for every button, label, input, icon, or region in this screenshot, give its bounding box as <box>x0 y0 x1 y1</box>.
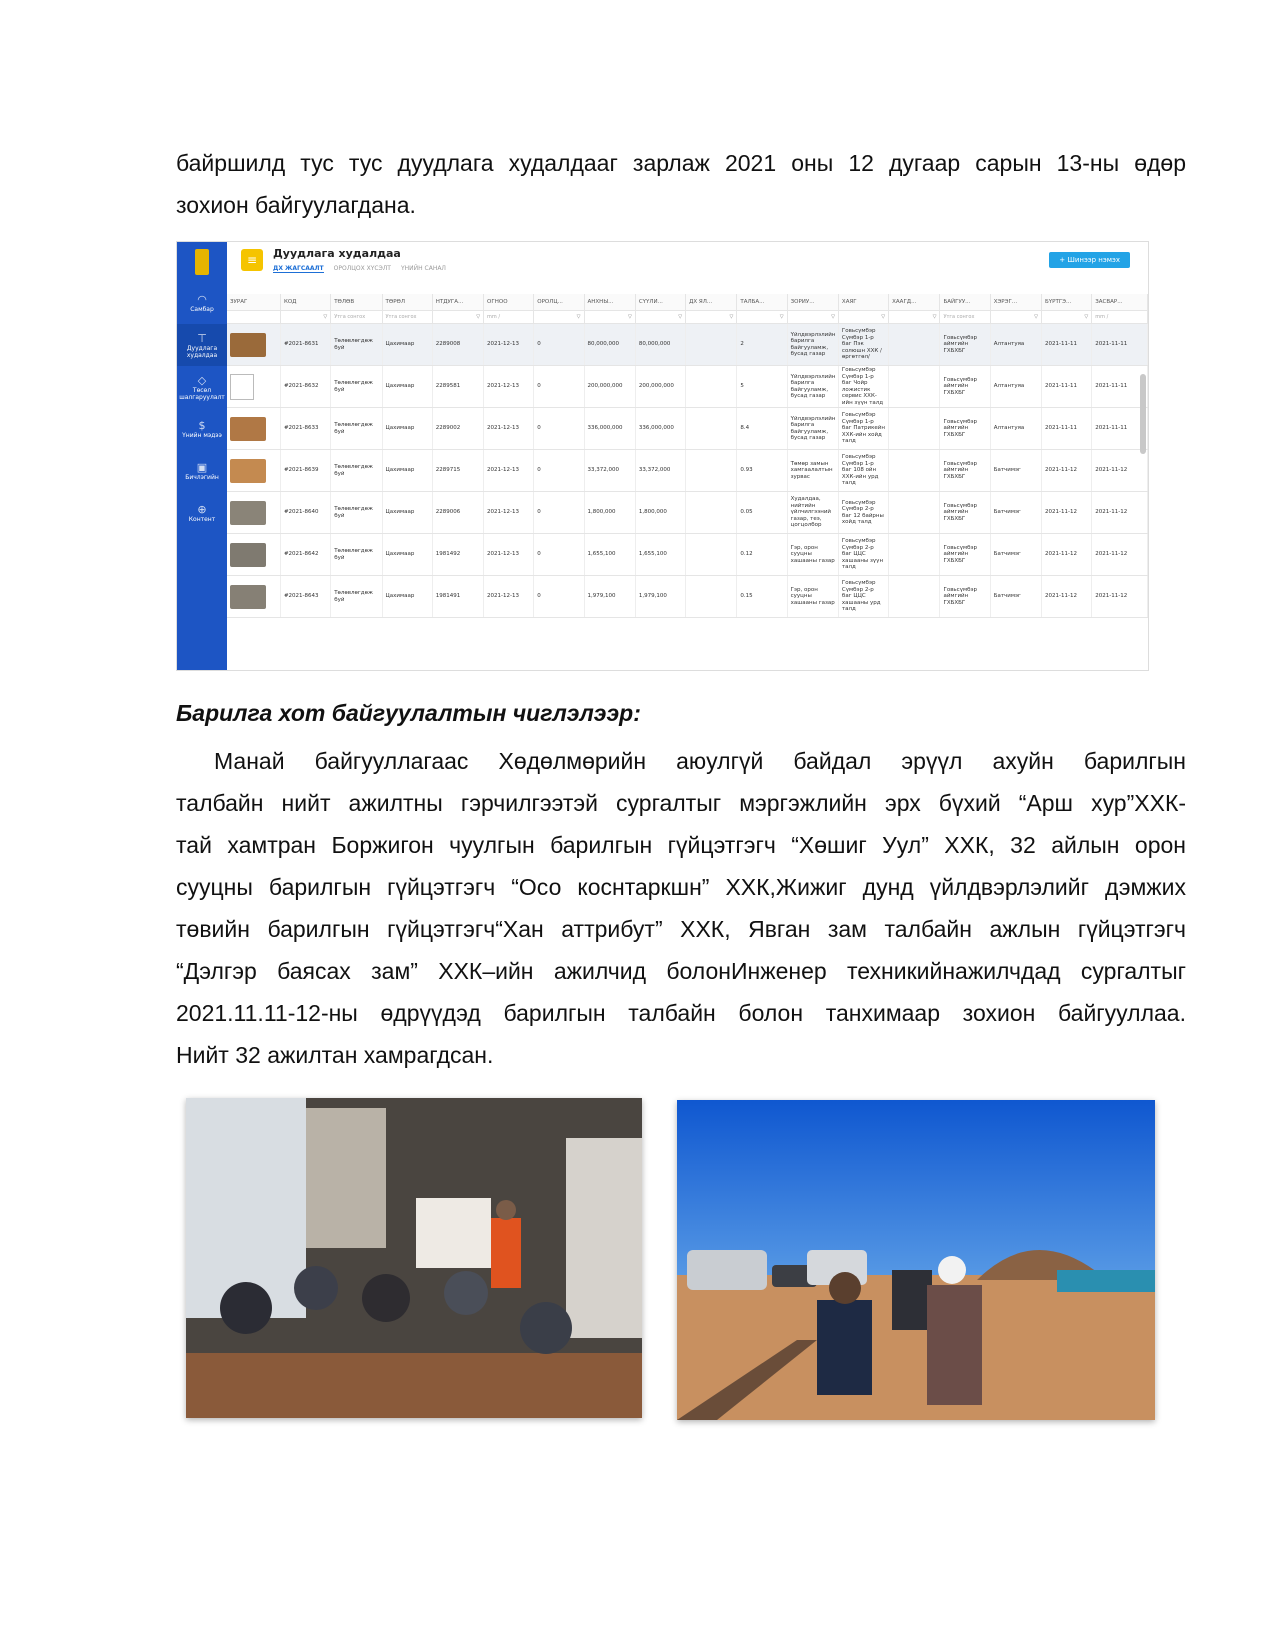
paragraph-line: төвийн барилгын гүйцэтгэгч“Хан аттрибут” ХХК, Явган зам талбайн ажлын гүйцэтгэгч <box>176 916 1186 942</box>
table-cell: #2021-8631 <box>280 324 330 366</box>
column-header[interactable]: КОД <box>280 294 330 311</box>
table-cell <box>686 576 737 618</box>
column-header[interactable]: ТӨЛӨВ <box>331 294 382 311</box>
table-cell: 1981491 <box>432 576 483 618</box>
table-cell: 0 <box>534 408 584 450</box>
table-cell: Говьсүмбэр Сүмбэр 2-р баг 12 байрны хойд талд <box>838 492 888 534</box>
table-cell <box>686 492 737 534</box>
paragraph-line: Нийт 32 ажилтан хамрагдсан. <box>176 1042 494 1068</box>
table-cell: Батчимэг <box>990 576 1041 618</box>
parcel-thumbnail <box>230 501 266 525</box>
column-header[interactable]: БҮРТГЭ... <box>1042 294 1092 311</box>
table-cell <box>889 366 940 408</box>
column-header[interactable]: ХЭРЭГ... <box>990 294 1041 311</box>
table-row[interactable] <box>227 366 1148 408</box>
table-cell: 2021-12-13 <box>484 576 534 618</box>
tab-requests[interactable]: ОРОЛЦОХ ХҮСЭЛТ <box>333 265 391 272</box>
table-cell: 1,800,000 <box>635 492 685 534</box>
column-header[interactable]: БАЙГУУ... <box>940 294 990 311</box>
column-header[interactable]: ТАЛБА... <box>737 294 787 311</box>
table-cell: 80,000,000 <box>584 324 635 366</box>
table-cell: Төлөвлөгдөж буй <box>331 576 382 618</box>
paragraph-line: Манай байгууллагаас Хөдөлмөрийн аюулгүй байдал эрүүл ахуйн барилгын <box>214 748 1186 774</box>
table-cell: Цахимаар <box>382 408 432 450</box>
parcel-thumbnail <box>230 459 266 483</box>
table-cell: 2289006 <box>432 492 483 534</box>
column-filter[interactable] <box>686 311 737 324</box>
table-cell: 2289581 <box>432 366 483 408</box>
table-cell: 2021-12-13 <box>484 450 534 492</box>
sidebar-label: Самбар <box>190 306 214 313</box>
column-filter[interactable]: mm / <box>1092 311 1148 324</box>
sidebar <box>177 242 227 670</box>
sidebar-label: Контент <box>188 516 216 523</box>
filter-icon[interactable]: ▽ <box>729 313 734 320</box>
thumbnail-cell <box>227 366 280 408</box>
table-cell: 2021-11-12 <box>1092 576 1148 618</box>
table-cell: 2021-11-12 <box>1092 492 1148 534</box>
filter-icon[interactable]: ▽ <box>1084 313 1089 320</box>
add-new-button[interactable]: + Шинээр нэмэх <box>1049 252 1130 268</box>
table-header <box>227 294 1148 311</box>
table-cell: 2021-11-12 <box>1042 492 1092 534</box>
table-cell: 8.4 <box>737 408 787 450</box>
training-paragraph <box>176 740 1186 1076</box>
table-cell: 2021-11-11 <box>1092 408 1148 450</box>
column-header[interactable]: ЗАСВАР... <box>1092 294 1148 311</box>
sidebar-item-dashboard[interactable] <box>177 282 227 324</box>
table-cell: Говьсүмбэр Сүмбэр 1-р баг Чойр ложистик сервис ХХК-ийн зүүн талд <box>838 366 888 408</box>
parcel-thumbnail <box>230 543 266 567</box>
table-cell: Төлөвлөгдөж буй <box>331 324 382 366</box>
dollar-icon: $ <box>198 419 206 432</box>
table-cell: Говьсүмбэр Сүмбэр 1-р баг Патрикейн ХХК-ийн хойд талд <box>838 408 888 450</box>
table-cell: Гэр, орон сууцны хашааны газар <box>787 534 838 576</box>
tab-list[interactable]: ДХ ЖАГСААЛТ <box>273 265 324 272</box>
table-cell: Говьсүмбэр аймгийн ГХБХБГ <box>940 492 990 534</box>
table-cell: 2021-12-13 <box>484 366 534 408</box>
table-cell: Алтантуяа <box>990 324 1041 366</box>
column-header[interactable]: ЗУРАГ <box>227 294 280 311</box>
table-cell: Батчимэг <box>990 492 1041 534</box>
table-cell <box>686 366 737 408</box>
globe-icon: ⊕ <box>197 503 207 516</box>
table-cell <box>686 408 737 450</box>
column-header[interactable]: ХАЯГ <box>838 294 888 311</box>
column-header[interactable]: АНХНЫ... <box>584 294 635 311</box>
app-header <box>227 242 1148 282</box>
table-cell: 0.12 <box>737 534 787 576</box>
table-cell: 0 <box>534 450 584 492</box>
intro-line-2: зохион байгуулагдана. <box>176 192 416 218</box>
table-cell: Төмөр замын хамгаалалтын зурвас <box>787 450 838 492</box>
tab-bar <box>273 265 446 273</box>
table-cell: Үйлдвэрлэлийн барилга байгууламж, бусад газар <box>787 366 838 408</box>
table-cell <box>889 492 940 534</box>
column-header[interactable]: ХААГД... <box>889 294 940 311</box>
filter-icon[interactable]: ▽ <box>881 313 886 320</box>
page-title: Дуудлага худалдаа <box>273 247 401 260</box>
table-cell: 0.15 <box>737 576 787 618</box>
column-filter[interactable] <box>889 311 940 324</box>
table-cell: 33,372,000 <box>584 450 635 492</box>
table-cell: 0 <box>534 534 584 576</box>
table-cell: 2021-11-12 <box>1092 450 1148 492</box>
filter-icon[interactable]: ▽ <box>627 313 632 320</box>
column-filter[interactable] <box>990 311 1041 324</box>
column-header[interactable]: СҮҮЛИ... <box>635 294 685 311</box>
hammer-icon: ⊤ <box>197 331 207 345</box>
filter-icon[interactable]: ▽ <box>678 313 683 320</box>
table-cell: #2021-8633 <box>280 408 330 450</box>
table-cell: 2021-12-13 <box>484 534 534 576</box>
table-cell: 1,979,100 <box>635 576 685 618</box>
thumbnail-cell <box>227 408 280 450</box>
table-cell: Төлөвлөгдөж буй <box>331 492 382 534</box>
column-filter[interactable] <box>635 311 685 324</box>
table-cell: Говьсүмбэр аймгийн ГХБХБГ <box>940 408 990 450</box>
column-filter[interactable] <box>787 311 838 324</box>
table-cell <box>889 324 940 366</box>
thumbnail-cell <box>227 450 280 492</box>
column-filter[interactable]: Утга сонгох <box>382 311 432 324</box>
tab-bids[interactable]: ҮНИЙН САНАЛ <box>400 265 446 272</box>
column-filter[interactable] <box>737 311 787 324</box>
table-cell: Говьсүмбэр аймгийн ГХБХБГ <box>940 534 990 576</box>
paragraph-line: сууцны барилгын гүйцэтгэгч “Осо коснтаркшн” ХХК,Жижиг дунд үйлдвэрлэлийг дэмжих <box>176 874 1186 900</box>
table-cell: Батчимэг <box>990 534 1041 576</box>
document-icon <box>230 374 254 400</box>
filter-icon[interactable]: ▽ <box>779 313 784 320</box>
site-training-photo <box>677 1100 1155 1420</box>
column-filter[interactable]: mm / <box>484 311 534 324</box>
paragraph-line: талбайн нийт ажилтны гэрчилгээтэй сургалтыг мэргэжлийн эрх бүхий “Арш хур”ХХК- <box>176 790 1186 816</box>
table-cell: 2021-11-11 <box>1042 324 1092 366</box>
table-cell: 2021-11-11 <box>1092 324 1148 366</box>
table-cell: 2289715 <box>432 450 483 492</box>
filter-icon[interactable]: ▽ <box>323 313 328 320</box>
scrollbar[interactable] <box>1140 374 1146 454</box>
table-row[interactable] <box>227 534 1148 576</box>
table-cell: 2021-11-12 <box>1042 534 1092 576</box>
filter-icon[interactable]: ▽ <box>932 313 937 320</box>
sidebar-label: Төсөл шалгаруулалт <box>179 386 225 401</box>
column-header[interactable]: ОГНОО <box>484 294 534 311</box>
menu-icon[interactable]: ≡ <box>241 249 263 271</box>
table-cell <box>889 534 940 576</box>
filter-row <box>227 311 1148 324</box>
table-cell: Төлөвлөгдөж буй <box>331 408 382 450</box>
table-cell <box>889 576 940 618</box>
classroom-training-photo <box>186 1098 642 1418</box>
table-cell: 2021-11-12 <box>1042 450 1092 492</box>
column-filter[interactable] <box>584 311 635 324</box>
table-cell: #2021-8640 <box>280 492 330 534</box>
sidebar-item-records[interactable] <box>177 450 227 492</box>
column-filter[interactable] <box>838 311 888 324</box>
table-cell: 2021-12-13 <box>484 492 534 534</box>
table-cell <box>889 450 940 492</box>
table-cell: Говьсүмбэр Сүмбэр 1-р баг 108 ойн ХХК-ийн урд талд <box>838 450 888 492</box>
table-cell: 0 <box>534 492 584 534</box>
sidebar-label: Үнийн мэдээ <box>182 432 222 439</box>
sidebar-item-price[interactable] <box>177 408 227 450</box>
filter-icon[interactable]: ▽ <box>576 313 581 320</box>
table-cell: 200,000,000 <box>635 366 685 408</box>
table-cell: Алтантуяа <box>990 366 1041 408</box>
column-filter[interactable] <box>227 311 280 324</box>
table-row[interactable] <box>227 492 1148 534</box>
sidebar-item-content[interactable] <box>177 492 227 534</box>
table-cell: Гэр, орон сууцны хашааны газар <box>787 576 838 618</box>
sidebar-label: Бичлэгийн <box>185 474 219 481</box>
table-cell: Төлөвлөгдөж буй <box>331 450 382 492</box>
table-cell: Говьсүмбэр Сүмбэр 2-р баг ЦЦС хашааны урд талд <box>838 576 888 618</box>
table-cell: 0 <box>534 576 584 618</box>
column-header[interactable]: ДХ ЯЛ... <box>686 294 737 311</box>
intro-paragraph <box>176 142 1186 226</box>
table-cell <box>686 450 737 492</box>
filter-icon[interactable]: ▽ <box>831 313 835 320</box>
column-filter[interactable] <box>280 311 330 324</box>
table-cell: 0 <box>534 324 584 366</box>
table-cell: 1,655,100 <box>635 534 685 576</box>
section-heading: Барилга хот байгуулалтын чиглэлээр: <box>176 700 641 726</box>
auction-app-screenshot <box>176 241 1149 671</box>
table-cell: 1,800,000 <box>584 492 635 534</box>
sidebar-item-tender[interactable] <box>177 366 227 408</box>
table-cell: 2021-12-13 <box>484 324 534 366</box>
table-cell: Худалдаа, нийтийн үйлчилгээний газар, теэ, цогцолбор <box>787 492 838 534</box>
table-cell: #2021-8643 <box>280 576 330 618</box>
table-cell: 2289002 <box>432 408 483 450</box>
table-cell: Алтантуяа <box>990 408 1041 450</box>
table-cell: Цахимаар <box>382 366 432 408</box>
paragraph-line: 2021.11.11-12-ны өдрүүдэд барилгын талбайн болон танхимаар зохион байгууллаа. <box>176 1000 1186 1026</box>
table-cell: #2021-8639 <box>280 450 330 492</box>
table-cell: Говьсүмбэр Сүмбэр 1-р баг Пэк солюшн ХХК /өргөтгөл/ <box>838 324 888 366</box>
column-filter[interactable] <box>534 311 584 324</box>
table-cell <box>686 324 737 366</box>
table-cell: 0 <box>534 366 584 408</box>
save-icon: ▣ <box>196 461 208 474</box>
table-cell: Батчимэг <box>990 450 1041 492</box>
parcel-thumbnail <box>230 333 266 357</box>
paragraph-line: тай хамтран Боржигон чуулгын барилгын гүйцэтгэгч “Хөшиг Уул” ХХК, 32 айлын орон <box>176 832 1186 858</box>
table-cell: Цахимаар <box>382 450 432 492</box>
table-cell: Төлөвлөгдөж буй <box>331 366 382 408</box>
thumbnail-cell <box>227 576 280 618</box>
table-cell: Үйлдвэрлэлийн барилга байгууламж, бусад газар <box>787 408 838 450</box>
table-cell: #2021-8632 <box>280 366 330 408</box>
table-cell: Говьсүмбэр аймгийн ГХБХБГ <box>940 366 990 408</box>
auction-table <box>227 294 1148 670</box>
column-filter[interactable] <box>432 311 483 324</box>
table-cell <box>889 408 940 450</box>
table-cell: 0.05 <box>737 492 787 534</box>
table-cell: 33,372,000 <box>635 450 685 492</box>
sidebar-label: Дуудлага худалдаа <box>186 344 218 359</box>
table-cell <box>686 534 737 576</box>
table-row[interactable] <box>227 450 1148 492</box>
table-cell: 1,979,100 <box>584 576 635 618</box>
table-cell: 80,000,000 <box>635 324 685 366</box>
table-cell: 200,000,000 <box>584 366 635 408</box>
table-cell: 336,000,000 <box>635 408 685 450</box>
sidebar-item-auction[interactable] <box>177 324 227 366</box>
table-cell: Цахимаар <box>382 492 432 534</box>
column-header[interactable]: ОРОЛЦ... <box>534 294 584 311</box>
paragraph-line: “Дэлгэр баясах зам” ХХК–ийн ажилчид болонИнженер техникийнажилчдад сургалтыг <box>176 958 1186 984</box>
filter-icon[interactable]: ▽ <box>476 313 481 320</box>
table-cell: 2021-11-12 <box>1092 534 1148 576</box>
tag-icon: ◇ <box>197 373 207 387</box>
table-cell: Цахимаар <box>382 534 432 576</box>
column-header[interactable]: ТӨРӨЛ <box>382 294 432 311</box>
table-cell: 1,655,100 <box>584 534 635 576</box>
table-cell: 2021-11-11 <box>1042 408 1092 450</box>
parcel-thumbnail <box>230 585 266 609</box>
table-cell: 2021-11-11 <box>1042 366 1092 408</box>
column-header[interactable]: НТДУГА... <box>432 294 483 311</box>
table-cell: Говьсүмбэр аймгийн ГХБХБГ <box>940 324 990 366</box>
column-filter[interactable] <box>1042 311 1092 324</box>
soyombo-logo-icon <box>177 242 227 282</box>
column-filter[interactable]: Утга сонгох <box>331 311 382 324</box>
table-cell: 336,000,000 <box>584 408 635 450</box>
column-filter[interactable]: Утга сонгох <box>940 311 990 324</box>
table-cell: 0.93 <box>737 450 787 492</box>
table-cell: Цахимаар <box>382 576 432 618</box>
table-cell: 1981492 <box>432 534 483 576</box>
table-cell: Говьсүмбэр аймгийн ГХБХБГ <box>940 576 990 618</box>
table-cell: Говьсүмбэр аймгийн ГХБХБГ <box>940 450 990 492</box>
table-cell: 2021-11-11 <box>1092 366 1148 408</box>
table-cell: 2289008 <box>432 324 483 366</box>
table-cell: 2021-12-13 <box>484 408 534 450</box>
intro-line-1: байршилд тус тус дуудлага худалдааг зарлаж 2021 оны 12 дугаар сарын 13-ны өдөр <box>176 150 1186 176</box>
table-cell: Говьсүмбэр Сүмбэр 2-р баг ЦЦС хашааны зүүн талд <box>838 534 888 576</box>
thumbnail-cell <box>227 534 280 576</box>
table-cell: Цахимаар <box>382 324 432 366</box>
parcel-thumbnail <box>230 417 266 441</box>
table-cell: Үйлдвэрлэлийн барилга байгууламж, бусад газар <box>787 324 838 366</box>
thumbnail-cell <box>227 324 280 366</box>
filter-icon[interactable]: ▽ <box>1034 313 1039 320</box>
table-cell: 5 <box>737 366 787 408</box>
table-row[interactable] <box>227 576 1148 618</box>
thumbnail-cell <box>227 492 280 534</box>
table-cell: #2021-8642 <box>280 534 330 576</box>
column-header[interactable]: ЗОРИУ... <box>787 294 838 311</box>
dashboard-icon: ◠ <box>197 293 207 306</box>
table-row[interactable] <box>227 324 1148 366</box>
table-cell: 2 <box>737 324 787 366</box>
table-cell: 2021-11-12 <box>1042 576 1092 618</box>
table-cell: Төлөвлөгдөж буй <box>331 534 382 576</box>
table-row[interactable] <box>227 408 1148 450</box>
